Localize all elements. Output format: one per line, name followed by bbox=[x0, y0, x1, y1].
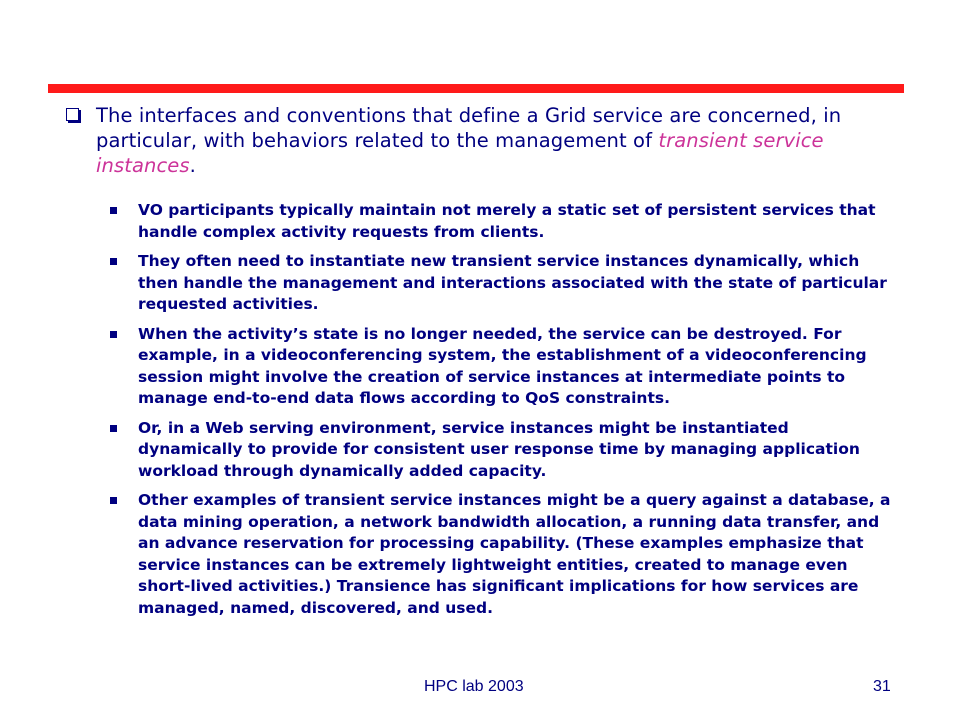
main-bullet bbox=[66, 103, 898, 178]
page-number: 31 bbox=[873, 678, 891, 695]
main-bullet-punctuation: . bbox=[189, 154, 196, 177]
square-bullet-icon bbox=[110, 425, 117, 432]
square-bullet-icon bbox=[110, 258, 117, 265]
square-bullet-icon bbox=[66, 108, 79, 121]
sub-bullet bbox=[66, 324, 898, 410]
sub-bullet bbox=[66, 490, 898, 619]
slide-body bbox=[66, 103, 898, 619]
sub-bullet bbox=[66, 251, 898, 316]
main-bullet-emphasis: transient service instances bbox=[96, 129, 824, 177]
footer-label: HPC lab 2003 bbox=[424, 678, 524, 695]
sub-bullet-text: Or, in a Web serving environment, service instances might be instantiated dynamically to provide for consistent user response time by managing application workload through dynamically added capacity. bbox=[138, 418, 860, 480]
sub-bullet-text: When the activity’s state is no longer needed, the service can be destroyed. For example, in a videoconferencing system, the establishment of a videoconferencing session might involve the creation of service instances at intermediate points to manage end-to-end data flows according to QoS constraints. bbox=[138, 324, 867, 407]
sub-bullet-text: They often need to instantiate new transient service instances dynamically, which then handle the management and interactions associated with the state of particular requested activities. bbox=[138, 252, 887, 313]
sub-bullet-text: Other examples of transient service instances might be a query against a database, a data mining operation, a network bandwidth allocation, a running data transfer, and an advance reservation for processing capability. (These examples emphasize that service instances can be extremely lightweight entities, created to manage even short-lived activities.) Transience has significant implications for how services are managed, named, discovered, and used. bbox=[138, 491, 891, 617]
sub-bullet bbox=[66, 418, 898, 483]
top-rule bbox=[48, 84, 904, 93]
sub-bullet bbox=[66, 200, 898, 243]
square-bullet-icon bbox=[110, 331, 117, 338]
main-bullet-text: The interfaces and conventions that define a Grid service are concerned, in particular, with behaviors related to the management of bbox=[96, 104, 842, 152]
square-bullet-icon bbox=[110, 497, 117, 504]
sub-bullet-text: VO participants typically maintain not merely a static set of persistent services that handle complex activity requests from clients. bbox=[138, 201, 876, 241]
square-bullet-icon bbox=[110, 207, 117, 214]
sub-bullet-list bbox=[66, 200, 898, 619]
